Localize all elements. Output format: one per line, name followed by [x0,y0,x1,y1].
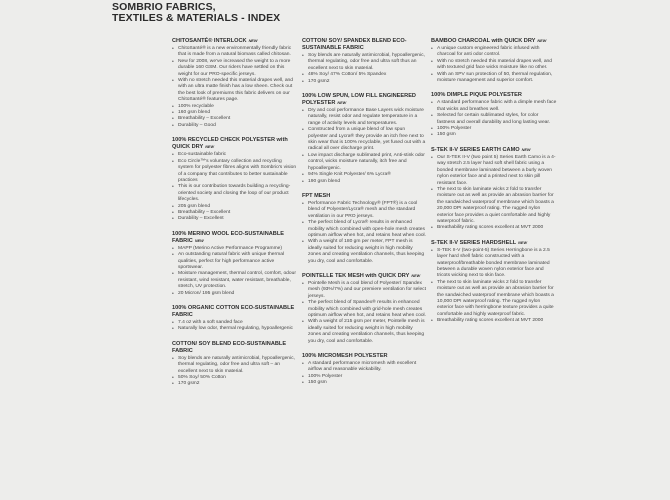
fabric-heading [172,38,298,45]
column-1 [172,38,298,396]
fabric-section [302,353,426,387]
fabric-feature: • Naturally low odor, thermal regulating, hypoallergenic [172,326,298,332]
fabric-section [302,93,426,185]
fabric-feature: • Selected for certain sublimated styles, for color fastness and overall durability and long lasting wear. [431,113,557,126]
fabric-feature: • 7.4 oz with a soft sanded face [172,320,298,326]
new-tag: NEW [205,145,215,150]
fabric-heading-text: FPT MESH [302,192,331,199]
fabric-heading [302,193,426,200]
fabric-feature: • Durability – Good [172,123,298,129]
fabric-feature: • Breathability rating scores excellent at MVT 2000 [431,318,557,324]
fabric-feature: • 94% Single Knit Polyester/ 6% Lycra® [302,172,426,178]
fabric-feature: • Moisture management, thermal control, comfort, odour resistant, wind resistant, water resistant, breathable, stretch, UV protection. [172,271,298,290]
fabric-section [172,305,298,333]
fabric-feature: • Breathability rating scores excellent at MVT 2000 [431,225,557,231]
fabric-heading [302,273,426,280]
fabric-feature: • 100% Polyester [431,126,557,132]
new-tag: NEW [248,39,258,43]
fabric-feature: • The perfect blend of Lycra® results in enhanced mobility which combined with open-hole mesh creates optimum airflow when hot, and retains heat when cool. [302,220,426,239]
new-tag: NEW [537,39,547,43]
fabric-feature: • S-TEK II-V (two-point-5) Series Herringbone is a 2.5 layer hard shell fabric constructed with a waterproof/breathable bonded membrane laminated between a durable woven nylon exterior face and tricots wicking next to skin face. [431,248,557,280]
fabric-feature-list [172,320,298,333]
fabric-feature-list [431,248,557,325]
fabric-feature: • 150 gsm [431,132,557,138]
fabric-heading-text: 100% RECYCLED CHECK POLYESTER with QUICK DRY [172,137,288,151]
fabric-feature: • With a weight of 180 gm per meter, FPT mesh is ideally suited for reducing weight in high mobility zones and creating ventilation channels, thus keeping you dry, cool and comfortable. [302,239,426,265]
fabric-feature: • 170 gsm2 [172,381,298,387]
fabric-feature: • Eco-sustainable fabric [172,152,298,158]
fabric-heading [302,353,426,360]
fabric-heading [172,305,298,319]
fabric-feature-list [302,361,426,387]
fabric-feature: • 150 gsm [302,380,426,386]
fabric-heading [302,93,426,107]
new-tag: NEW [521,147,531,152]
fabric-heading [172,137,298,151]
fabric-heading-text: COTTON/ SOY/ SPANDEX BLEND ECO-SUSTAINABLE FABRIC [302,38,407,51]
fabric-feature: • MAPP (Merino Active Performance Programme) [172,246,298,252]
fabric-feature: • Dry and cool performance Base Layers wick moisture naturally, resist odor and regulate temperature in a range of activity levels and temperatures. [302,108,426,127]
column-3 [431,38,557,333]
fabric-heading-text: COTTON/ SOY BLEND ECO-SUSTAINABLE FABRIC [172,340,287,354]
fabric-section [431,240,557,325]
fabric-feature: • 190 gsm blend [302,179,426,185]
fabric-feature-list [302,53,426,85]
fabric-feature: • Our S-TEK II-V (two point 5) Series Earth Camo is a 4-way stretch 2.5 layer hard soft shell fabric using a bonded membrane laminated between a burly woven nylon exterior face and a printed next to skin pill resistant face. [431,155,557,187]
fabric-section [431,92,557,138]
fabric-heading [172,231,298,245]
fabric-heading-text: 100% MICROMESH POLYESTER [302,353,388,360]
fabric-feature: • With no stretch needed this material drapes well, and with textured grid face wicks moisture like no other. [431,59,557,72]
fabric-feature-list [302,281,426,345]
fabric-heading-text: POINTELLE TEK MESH with QUICK DRY [302,272,410,279]
fabric-feature: • 170 gsm2 [302,79,426,85]
fabric-feature: • Pointelle Mesh is a cool blend of Polyester/ Spandex mesh (93%/7%) and our premiere ventilation for select jerseys. [302,281,426,300]
fabric-feature-list [302,108,426,185]
fabric-heading [431,92,557,99]
fabric-feature: • 20 Micron/ 195 gsm blend [172,291,298,297]
fabric-feature: • With a weight of 215 gsm per meter, Pointelle mesh is ideally suited for reducing weight in high mobility zones and creating ventilation channels, thus keeping you dry, cool and comfortable. [302,319,426,345]
fabric-heading-text: 100% ORGANIC COTTON ECO-SUSTAINABLE FABRIC [172,305,295,318]
fabric-feature-list [172,246,298,297]
fabric-section [302,38,426,85]
fabric-feature: • 100% Polyester [302,374,426,380]
fabric-feature: • The next to skin laminate wicks 2 fold to transfer moisture out as well as provide an abrasion barrier for the sandwiched waterproof membrane which boasts a 10,000 DPI waterproof rating. The rugged nylon exterior face with herringbone texture provides a quite comfortable and highly waterproof fabric. [431,280,557,318]
fabric-feature: • 160 gsm blend [172,110,298,116]
fabric-heading-text: 100% MERINO WOOL ECO-SUSTAINABLE FABRIC [172,230,284,244]
fabric-feature: • A standard performance micromesh with excellent airflow and reasonable wickability. [302,361,426,374]
new-tag: NEW [337,101,347,106]
fabric-section [431,38,557,84]
fabric-feature: • Eco Circle™'s voluntary collection and recycling system for polyester fibres aligns with Sombrio's vision of a company that contributes to better sustainable practices [172,159,298,185]
fabric-feature: • 205 gsm blend [172,204,298,210]
fabric-feature: • Constructed from a unique blend of low spun polyester and Lycra® they provide an itch free next to skin wear that is 100% recyclable, yet fused out with a radical all over discharge print. [302,127,426,153]
fabric-heading [431,240,557,247]
fabric-feature: • A standard performance fabric with a dimple mesh face that wicks and breathes well. [431,100,557,113]
fabric-section [172,341,298,388]
fabric-heading [302,38,426,52]
fabric-heading-text: CHITOSANTÉ® INTERLOCK [172,38,247,44]
new-tag: NEW [411,273,421,278]
fabric-feature: • This is our contribution towards building a recycling-oriented society and closing the loop of our product lifecycles. [172,184,298,203]
fabric-feature: • The next to skin laminate wicks 2 fold to transfer moisture out as well as provide an abrasion barrier for the sandwiched waterproof membrane which boasts a 20,000 DPI waterproof rating. The rugged nylon exterior face provides a quiet comfortable and highly waterproof fabric. [431,187,557,225]
fabric-feature: • Durability – Excellent [172,216,298,222]
fabric-feature: • An outstanding natural fabric with unique thermal qualities, perfect for high performance active sportswear. [172,252,298,271]
fabric-feature-list [172,152,298,222]
fabric-feature: • Low impact discharge sublimated print, Anti-stink odor control, wicks moisture naturally, itch free and hypoallergenic. [302,153,426,172]
page-title-line-2: TEXTILES & MATERIALS - INDEX [112,12,281,24]
fabric-heading [431,38,557,45]
new-tag: NEW [518,240,528,245]
fabric-section [172,38,298,129]
fabric-section [302,273,426,345]
fabric-feature-list [431,100,557,138]
fabric-heading-text: 100% LOW SPUN, LOW FILL ENGINEERED POLYESTER [302,93,416,107]
page-title-line-1: SOMBRIO FABRICS, [112,1,216,13]
fabric-feature-list [431,155,557,232]
fabric-feature: • With no stretch needed this material drapes well, and with an ultra matte finish has a low sheen. Check out the best look of premiums this fabric delivers on our ChitoSanté® features page. [172,78,298,104]
fabric-section [172,231,298,297]
fabric-heading-text: S-TEK II-V SERIES HARDSHELL [431,239,517,246]
new-tag: NEW [194,238,204,243]
fabric-feature-list [172,46,298,129]
fabric-feature-list [302,201,426,265]
fabric-feature: • 50% Soy/ 50% Cotton [172,375,298,381]
fabric-heading-text: 100% DIMPLE PIQUE POLYESTER [431,92,522,99]
fabric-heading [431,147,557,154]
fabric-feature: • 100% recyclable [172,104,298,110]
fabric-feature: • 48% Soy/ 47% Cotton/ 5% Spandex [302,72,426,78]
fabric-section [302,193,426,265]
fabric-feature: • With an SPV sun protection of 50, thermal regulation, moisture management and superior comfort. [431,72,557,85]
fabric-feature-list [172,356,298,388]
fabric-section [172,137,298,222]
fabric-heading-text: BAMBOO CHARCOAL with QUICK DRY [431,38,536,44]
fabric-feature: • Soy blends are naturally antimicrobial, hypoallergenic, thermal regulating, odor free and ultra soft – an excellent next to skin material. [172,356,298,375]
fabric-feature: • The perfect blend of Spandex® results in enhanced mobility which combined with grid-hole mesh creates optimum airflow when hot, and retains heat when cool. [302,300,426,319]
fabric-feature-list [431,46,557,84]
fabric-feature: • Breathability – Excellent [172,116,298,122]
fabric-heading-text: S-TEK II-V SERIES EARTH CAMO [431,146,520,153]
fabric-feature: • Performance Fabric Technology® (FPT®) is a cool blend of Polyester/Lycra® mesh and the standard ventilation in our PRO jerseys. [302,201,426,220]
fabric-feature: • A unique custom engineered fabric infused with charcoal for anti odor control. [431,46,557,59]
column-2 [302,38,426,395]
fabric-heading [172,341,298,355]
fabric-feature: • Breathability – Excellent [172,210,298,216]
fabric-feature: • ChitoSanté® is a new environmentally friendly fabric that is made from a natural biomass called chitosan. [172,46,298,59]
fabric-section [431,147,557,232]
page-title [112,2,280,24]
fabric-feature: • Soy blends are naturally antimicrobial, hypoallergenic, thermal regulating, odor free and ultra soft thus an excellent next to skin material. [302,53,426,72]
fabric-feature: • New for 2008, we've increased the weight to a more durable 160 GSM. Our riders have settled on this weight for our PRO-specific jerseys. [172,59,298,78]
